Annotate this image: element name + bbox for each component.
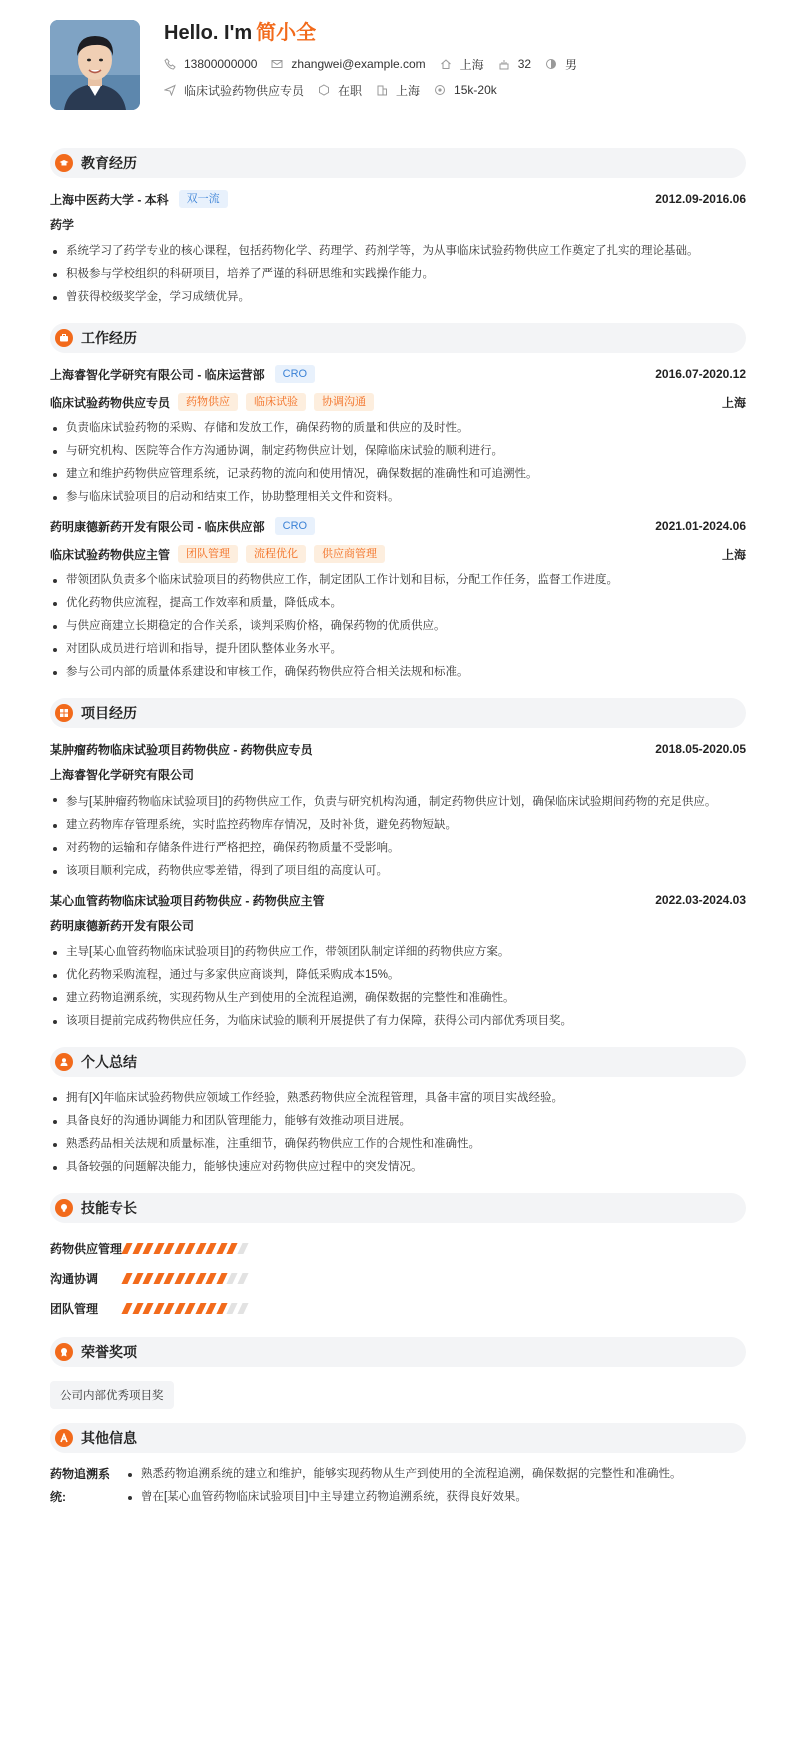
candidate-name: 简小全 xyxy=(256,22,317,44)
list-item: 优化药物供应流程，提高工作效率和质量，降低成本。 xyxy=(50,592,746,615)
skill-segment-filled xyxy=(184,1243,195,1254)
skills-section xyxy=(50,1193,746,1323)
list-item: 主导[某心血管药物临床试验项目]的药物供应工作，带领团队制定详细的药物供应方案。 xyxy=(50,941,746,964)
skill-tag: 临床试验 xyxy=(246,393,306,411)
position-name: 临床试验药物供应主管 xyxy=(50,547,171,562)
position-row xyxy=(50,543,746,565)
list-item: 建立药物库存管理系统，实时监控药物库存情况，及时补货，避免药物短缺。 xyxy=(50,814,746,837)
gender-item xyxy=(545,56,577,73)
skill-segment-filled xyxy=(142,1273,153,1284)
job-item xyxy=(164,82,304,99)
project-name: 某肿瘤药物临床试验项目药物供应 - 药物供应专员 xyxy=(50,742,313,757)
salary-value: 15k-20k xyxy=(454,83,497,97)
award-item: 公司内部优秀项目奖 xyxy=(50,1381,174,1409)
location-item xyxy=(440,56,484,73)
major: 药学 xyxy=(50,218,75,232)
other-title: 其他信息 xyxy=(81,1430,137,1446)
projects-section xyxy=(50,698,746,1033)
skill-segment-filled xyxy=(121,1273,132,1284)
projects-header xyxy=(50,698,746,728)
email-value: zhangwei@example.com xyxy=(291,57,426,71)
phone-icon xyxy=(164,58,176,70)
other-label: 药物追溯系统: xyxy=(50,1467,111,1504)
summary-section xyxy=(50,1047,746,1179)
list-item: 与供应商建立长期稳定的合作关系，谈判采购价格，确保药物的优质供应。 xyxy=(50,615,746,638)
location-value: 上海 xyxy=(459,57,484,72)
skills-header xyxy=(50,1193,746,1223)
company-tag: CRO xyxy=(275,517,315,535)
greeting-text: Hello. I'm xyxy=(164,22,253,44)
list-item: 负责临床试验药物的采购、存储和发放工作，确保药物的质量和供应的及时性。 xyxy=(50,417,746,440)
skill-name: 药物供应管理 xyxy=(50,1241,123,1256)
building-icon xyxy=(376,84,388,96)
skill-tag: 团队管理 xyxy=(178,545,238,563)
summary-header xyxy=(50,1047,746,1077)
skill-level-bar xyxy=(124,1273,250,1284)
status-value: 在职 xyxy=(338,83,363,98)
avatar xyxy=(50,20,140,110)
city-value: 上海 xyxy=(396,83,421,98)
list-item: 带领团队负责多个临床试验项目的药物供应工作，制定团队工作计划和目标，分配工作任务，监督工作进度。 xyxy=(50,569,746,592)
skill-segment-filled xyxy=(184,1273,195,1284)
list-item: 熟悉药品相关法规和质量标准，注重细节，确保药物供应工作的合规性和准确性。 xyxy=(50,1133,746,1156)
skill-segment-filled xyxy=(132,1273,143,1284)
list-item: 该项目顺利完成，药物供应零差错，得到了项目组的高度认可。 xyxy=(50,860,746,883)
skill-segment-filled xyxy=(205,1273,216,1284)
other-row xyxy=(50,1463,746,1509)
work-header xyxy=(50,323,746,353)
lightbulb-icon xyxy=(55,1199,73,1217)
status-icon xyxy=(318,84,330,96)
skill-row xyxy=(50,1263,746,1293)
awards-header xyxy=(50,1337,746,1367)
project-row xyxy=(50,738,746,760)
list-item: 对药物的运输和存储条件进行严格把控，确保药物质量不受影响。 xyxy=(50,837,746,860)
list-item: 参与公司内部的质量体系建设和审核工作，确保药物供应符合相关法规和标准。 xyxy=(50,661,746,684)
list-item: 参与临床试验项目的启动和结束工作，协助整理相关文件和资料。 xyxy=(50,486,746,509)
job-bullets xyxy=(50,569,746,684)
skill-segment-filled xyxy=(174,1303,185,1314)
position-row xyxy=(50,391,746,413)
other-bullets xyxy=(125,1463,682,1509)
skill-level-bar xyxy=(124,1303,250,1314)
company-row xyxy=(50,515,746,537)
school-period: 2012.09-2016.06 xyxy=(655,192,746,206)
school-name: 上海中医药大学 - 本科 xyxy=(50,192,169,207)
email-item xyxy=(271,57,425,71)
info-a-icon xyxy=(55,1429,73,1447)
skill-segment-filled xyxy=(216,1273,227,1284)
contact-row xyxy=(164,56,591,72)
list-item: 拥有[X]年临床试验药物供应领域工作经验，熟悉药物供应全流程管理，具备丰富的项目实战经验。 xyxy=(50,1087,746,1110)
skill-segment-empty xyxy=(237,1303,248,1314)
list-item: 参与[某肿瘤药物临床试验项目]的药物供应工作，负责与研究机构沟通，制定药物供应计划，确保临床试验期间药物的充足供应。 xyxy=(50,790,746,814)
skill-segment-empty xyxy=(237,1243,248,1254)
skill-segment-empty xyxy=(237,1273,248,1284)
other-header xyxy=(50,1423,746,1453)
list-item: 优化药物采购流程，通过与多家供应商谈判，降低采购成本15%。 xyxy=(50,964,746,987)
send-icon xyxy=(164,84,176,96)
skill-segment-filled xyxy=(174,1273,185,1284)
list-item: 曾在[某心血管药物临床试验项目]中主导建立药物追溯系统，获得良好效果。 xyxy=(125,1486,682,1509)
skills-list xyxy=(50,1233,746,1323)
skill-segment-filled xyxy=(153,1303,164,1314)
skill-tag: 协调沟通 xyxy=(314,393,374,411)
skill-segment-filled xyxy=(142,1303,153,1314)
skill-segment-filled xyxy=(121,1303,132,1314)
job-entry xyxy=(50,515,746,684)
list-item: 建立和维护药物供应管理系统，记录药物的流向和使用情况，确保数据的准确性和可追溯性。 xyxy=(50,463,746,486)
job-period: 2021.01-2024.06 xyxy=(655,519,746,533)
job-period: 2016.07-2020.12 xyxy=(655,367,746,381)
salary-icon xyxy=(434,84,446,96)
skill-segment-filled xyxy=(226,1243,237,1254)
job-city: 上海 xyxy=(721,547,746,562)
skill-segment-filled xyxy=(153,1273,164,1284)
summary-bullets xyxy=(50,1087,746,1179)
gender-value: 男 xyxy=(565,57,578,72)
company-row xyxy=(50,363,746,385)
email-icon xyxy=(271,58,283,70)
greeting xyxy=(164,20,591,46)
school-row xyxy=(50,188,746,210)
skill-segment-filled xyxy=(216,1243,227,1254)
project-bullets xyxy=(50,941,746,1033)
list-item: 系统学习了药学专业的核心课程，包括药物化学、药理学、药剂学等，为从事临床试验药物供应工作奠定了扎实的理论基础。 xyxy=(50,240,746,263)
project-bullets xyxy=(50,790,746,883)
project-company: 药明康德新药开发有限公司 xyxy=(50,919,195,933)
phone-value: 13800000000 xyxy=(184,57,258,71)
list-item: 熟悉药物追溯系统的建立和维护，能够实现药物从生产到使用的全流程追溯，确保数据的完整性和准确性。 xyxy=(125,1463,682,1486)
skills-title: 技能专长 xyxy=(81,1200,137,1216)
skill-segment-filled xyxy=(121,1243,132,1254)
skill-segment-filled xyxy=(205,1243,216,1254)
list-item: 对团队成员进行培训和指导，提升团队整体业务水平。 xyxy=(50,638,746,661)
list-item: 具备良好的沟通协调能力和团队管理能力，能够有效推动项目进展。 xyxy=(50,1110,746,1133)
list-item: 积极参与学校组织的科研项目，培养了严谨的科研思维和实践操作能力。 xyxy=(50,263,746,286)
skill-segment-filled xyxy=(142,1243,153,1254)
skill-level-bar xyxy=(124,1243,250,1254)
job-bullets xyxy=(50,417,746,509)
project-row xyxy=(50,889,746,911)
position-name: 临床试验药物供应专员 xyxy=(50,395,171,410)
age-value: 32 xyxy=(517,57,532,71)
education-header xyxy=(50,148,746,178)
school-tag: 双一流 xyxy=(179,190,228,208)
resume-header xyxy=(50,20,746,128)
awards-title: 荣誉奖项 xyxy=(81,1344,137,1360)
work-title: 工作经历 xyxy=(81,330,137,346)
skill-row xyxy=(50,1293,746,1323)
project-entry xyxy=(50,889,746,1033)
project-grid-icon xyxy=(55,704,73,722)
skill-segment-filled xyxy=(195,1273,206,1284)
skill-tag: 流程优化 xyxy=(246,545,306,563)
awards-section xyxy=(50,1337,746,1409)
skill-segment-filled xyxy=(153,1243,164,1254)
skill-tag: 药物供应 xyxy=(178,393,238,411)
person-icon xyxy=(55,1053,73,1071)
skill-segment-filled xyxy=(195,1303,206,1314)
projects-title: 项目经历 xyxy=(81,705,137,721)
skill-name: 团队管理 xyxy=(50,1301,99,1316)
briefcase-icon xyxy=(55,329,73,347)
work-section xyxy=(50,323,746,684)
skill-segment-filled xyxy=(216,1303,227,1314)
skill-segment-filled xyxy=(163,1243,174,1254)
salary-item xyxy=(434,83,497,97)
list-item: 具备较强的问题解决能力，能够快速应对药物供应过程中的突发情况。 xyxy=(50,1156,746,1179)
list-item: 建立药物追溯系统，实现药物从生产到使用的全流程追溯，确保数据的完整性和准确性。 xyxy=(50,987,746,1010)
education-bullets xyxy=(50,240,746,309)
company-name: 药明康德新药开发有限公司 - 临床供应部 xyxy=(50,519,265,534)
company-name: 上海睿智化学研究有限公司 - 临床运营部 xyxy=(50,367,265,382)
avatar-photo-icon xyxy=(50,20,140,110)
skill-segment-filled xyxy=(163,1273,174,1284)
skill-segment-empty xyxy=(226,1273,237,1284)
skill-row xyxy=(50,1233,746,1263)
summary-title: 个人总结 xyxy=(81,1054,137,1070)
job-row xyxy=(164,82,591,98)
list-item: 曾获得校级奖学金，学习成绩优异。 xyxy=(50,286,746,309)
project-period: 2018.05-2020.05 xyxy=(655,742,746,756)
skill-segment-filled xyxy=(132,1243,143,1254)
age-item xyxy=(498,57,531,71)
education-section xyxy=(50,148,746,309)
job-city: 上海 xyxy=(721,395,746,410)
phone-item xyxy=(164,57,257,71)
skill-segment-filled xyxy=(163,1303,174,1314)
project-entry xyxy=(50,738,746,883)
header-info xyxy=(164,20,591,128)
company-tag: CRO xyxy=(275,365,315,383)
education-title: 教育经历 xyxy=(81,155,137,171)
skill-segment-filled xyxy=(195,1243,206,1254)
city-item xyxy=(376,82,420,99)
skill-segment-filled xyxy=(174,1243,185,1254)
skill-segment-filled xyxy=(205,1303,216,1314)
home-icon xyxy=(440,58,452,70)
job-entry xyxy=(50,363,746,509)
award-medal-icon xyxy=(55,1343,73,1361)
job-value: 临床试验药物供应专员 xyxy=(184,83,305,98)
list-item: 与研究机构、医院等合作方沟通协调，制定药物供应计划，保障临床试验的顺利进行。 xyxy=(50,440,746,463)
status-item xyxy=(318,82,362,99)
graduation-cap-icon xyxy=(55,154,73,172)
skill-name: 沟通协调 xyxy=(50,1271,99,1286)
other-section xyxy=(50,1423,746,1509)
cake-icon xyxy=(498,58,510,70)
skill-tag: 供应商管理 xyxy=(314,545,385,563)
skill-segment-empty xyxy=(226,1303,237,1314)
project-name: 某心血管药物临床试验项目药物供应 - 药物供应主管 xyxy=(50,893,325,908)
project-period: 2022.03-2024.03 xyxy=(655,893,746,907)
skill-segment-filled xyxy=(132,1303,143,1314)
project-company: 上海睿智化学研究有限公司 xyxy=(50,768,195,782)
list-item: 该项目提前完成药物供应任务，为临床试验的顺利开展提供了有力保障，获得公司内部优秀项目奖。 xyxy=(50,1010,746,1033)
skill-segment-filled xyxy=(184,1303,195,1314)
gender-icon xyxy=(545,58,557,70)
